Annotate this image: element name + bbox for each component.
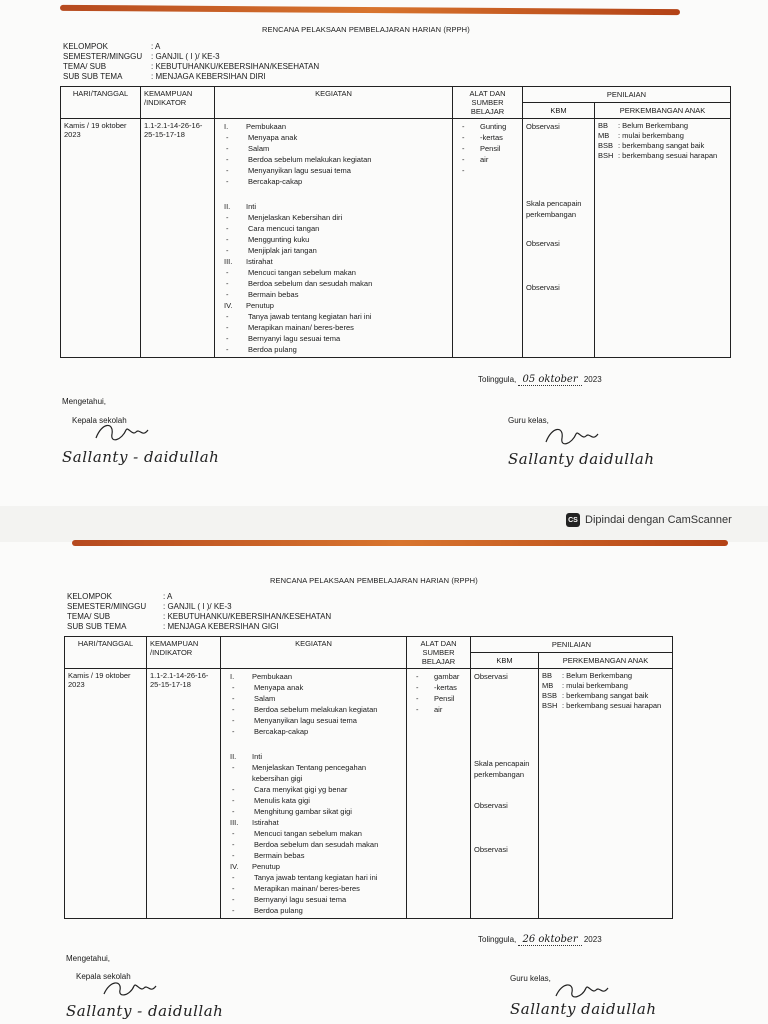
place-date: Tolinggula, 26 oktober 2023	[478, 934, 602, 945]
header-alat: ALAT DAN SUMBER BELAJAR	[453, 87, 523, 119]
mengetahui-label: Mengetahui,	[62, 397, 107, 406]
signature-scribble	[92, 420, 152, 448]
header-kegiatan: KEGIATAN	[215, 87, 453, 119]
alat-list: - Gunting - -kertas - Pensil - air -	[462, 122, 507, 175]
handwritten-date: 26 oktober	[518, 934, 581, 946]
cell-hari: Kamis / 19 oktober 2023	[61, 119, 141, 358]
header-hari: HARI/TANGGAL	[65, 637, 147, 669]
cell-kbm: Observasi Skala pencapain perkembangan Observasi Observasi	[523, 119, 595, 358]
header-kbm: KBM	[523, 103, 595, 119]
meta-row: KELOMPOK : A	[63, 42, 161, 51]
cell-hari: Kamis / 19 oktober 2023	[65, 669, 147, 919]
doc-title: RENCANA PELAKSAAN PEMBELAJARAN HARIAN (RPPH)	[270, 576, 478, 585]
meta-row: SUB SUB TEMA : MENJAGA KEBERSIHAN GIGI	[67, 622, 279, 631]
header-kegiatan: KEGIATAN	[221, 637, 407, 669]
cell-kbm: Observasi Skala pencapain perkembangan Observasi Observasi	[471, 669, 539, 919]
meta-row: TEMA/ SUB : KEBUTUHANKU/KEBERSIHAN/KESEHATAN	[67, 612, 332, 621]
cell-kemampuan: 1.1-2.1-14-26-16-25-15-17-18	[147, 669, 221, 919]
mengetahui-label: Mengetahui,	[66, 954, 111, 963]
kepala-sekolah-label: Kepala sekolah	[72, 416, 127, 425]
header-penilaian: PENILAIAN	[523, 87, 731, 103]
cell-kegiatan	[221, 669, 407, 919]
header-kemampuan: KEMAMPUAN /INDIKATOR	[141, 87, 215, 119]
signature-left: Sallanty - daidullah	[62, 448, 220, 466]
header-kbm: KBM	[471, 653, 539, 669]
rpph-table	[60, 86, 731, 358]
handwritten-date: 05 oktober	[518, 374, 581, 386]
header-hari: HARI/TANGGAL	[61, 87, 141, 119]
scanned-page-2	[0, 542, 768, 1024]
cell-kegiatan	[215, 119, 453, 358]
doc-title: RENCANA PELAKSAAN PEMBELAJARAN HARIAN (RPPH)	[262, 25, 470, 34]
meta-block	[63, 42, 319, 82]
kegiatan-list: I. Pembukaan - Menyapa anak - Salam - Berdoa sebelum melakukan kegiatan - Menyanyikan lagu sesuai tema - Bercakap-cakap II. Inti - Menjelaskan Tentang pencegahan kebersihan gigi - Cara menyikat gigi yg benar - Menulis kata gigi - Menghitung gambar sikat gigi III. Istirahat - Mencuci tangan sebelum makan - Berdoa sebelum dan sesudah makan - Bermain bebas IV. Penutup - Tanya jawab tentang kegiatan hari ini - Merapikan mainan/ beres-beres - Bernyanyi lagu sesuai tema - Berdoa pulang	[230, 672, 379, 915]
meta-row: SUB SUB TEMA : MENJAGA KEBERSIHAN DIRI	[63, 72, 266, 81]
meta-row: SEMESTER/MINGGU : GANJIL ( I )/ KE-3	[67, 602, 232, 611]
header-perkembangan: PERKEMBANGAN ANAK	[595, 103, 731, 119]
signature-right: Sallanty daidullah	[508, 450, 655, 468]
cell-perkembangan	[595, 119, 731, 358]
meta-row: TEMA/ SUB : KEBUTUHANKU/KEBERSIHAN/KESEHATAN	[63, 62, 320, 71]
scanned-page-1	[0, 0, 768, 506]
page-edge-stripe	[72, 540, 728, 546]
meta-row: KELOMPOK : A	[67, 592, 173, 601]
cell-alat	[407, 669, 471, 919]
camscanner-icon: CS	[566, 513, 580, 527]
signature-right: Sallanty daidullah	[510, 1000, 657, 1018]
cell-alat	[453, 119, 523, 358]
header-perkembangan: PERKEMBANGAN ANAK	[539, 653, 673, 669]
header-penilaian: PENILAIAN	[471, 637, 673, 653]
place-date: Tolinggula, 05 oktober 2023	[478, 374, 602, 385]
kepala-sekolah-label: Kepala sekolah	[76, 972, 131, 981]
perkembangan-legend: BB : Belum Berkembang MB : mulai berkembang BSB : berkembang sangat baik BSH : berkembang sesuai harapan	[542, 671, 662, 710]
page-edge-stripe	[60, 5, 680, 15]
guru-kelas-label: Guru kelas,	[510, 974, 551, 983]
header-kemampuan: KEMAMPUAN /INDIKATOR	[147, 637, 221, 669]
meta-block	[67, 592, 331, 632]
cell-perkembangan	[539, 669, 673, 919]
camscanner-watermark: CS Dipindai dengan CamScanner	[566, 513, 732, 527]
kegiatan-list: I. Pembukaan - Menyapa anak - Salam - Berdoa sebelum melakukan kegiatan - Menyanyikan lagu sesuai tema - Bercakap-cakap II. Inti - Menjelaskan Kebersihan diri - Cara mencuci tangan - Menggunting kuku - Menjiplak jari tangan III. Istirahat - Mencuci tangan sebelum makan - Berdoa sebelum dan sesudah makan - Bermain bebas IV. Penutup - Tanya jawab tentang kegiatan hari ini - Merapikan mainan/ beres-beres - Bernyanyi lagu sesuai tema - Berdoa pulang	[224, 122, 373, 354]
signature-scribble	[100, 978, 160, 1002]
rpph-table	[64, 636, 673, 919]
meta-row: SEMESTER/MINGGU : GANJIL ( I )/ KE-3	[63, 52, 220, 61]
cell-kemampuan: 1.1-2.1-14-26-16-25-15-17-18	[141, 119, 215, 358]
header-alat: ALAT DAN SUMBER BELAJAR	[407, 637, 471, 669]
guru-kelas-label: Guru kelas,	[508, 416, 549, 425]
alat-list: - gambar - -kertas - Pensil - air	[416, 672, 460, 714]
perkembangan-legend: BB : Belum Berkembang MB : mulai berkembang BSB : berkembang sangat baik BSH : berkembang sesuai harapan	[598, 121, 718, 160]
signature-left: Sallanty - daidullah	[66, 1002, 224, 1020]
signature-scribble	[542, 424, 602, 452]
